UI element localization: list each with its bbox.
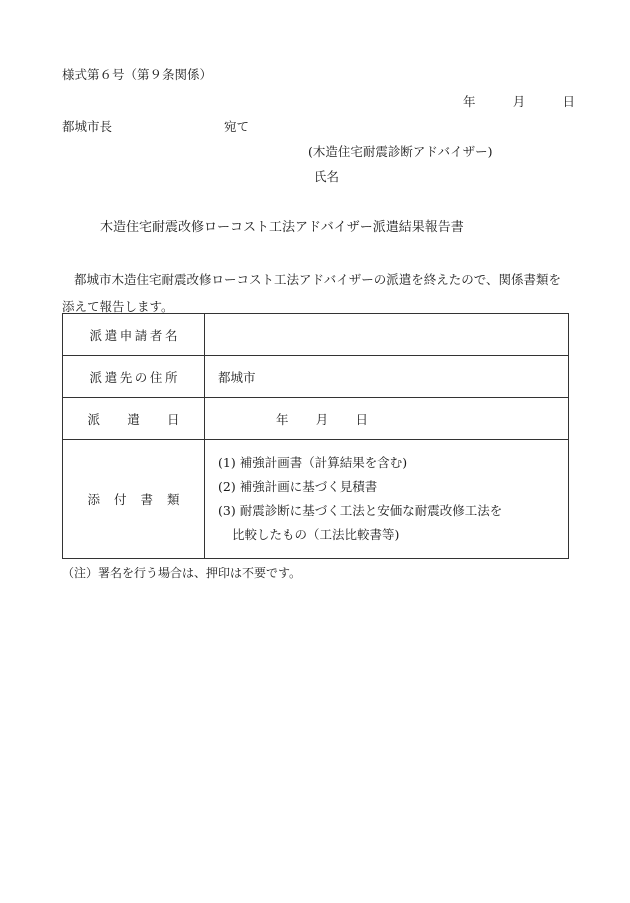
label-char: 先 xyxy=(119,369,133,385)
label-char: 者 xyxy=(149,327,163,343)
label-char: 遣 xyxy=(127,411,140,427)
address-field[interactable]: 都城市 xyxy=(205,356,569,398)
attachments-list xyxy=(218,451,568,547)
attachments-label-chars xyxy=(88,490,180,508)
item-text: 耐震診断に基づく工法と安価な耐震改修工法を xyxy=(239,503,503,518)
report-table xyxy=(62,313,569,559)
label-char: 申 xyxy=(119,327,133,343)
address-label xyxy=(63,356,205,398)
dispatch-date-label xyxy=(63,398,205,440)
label-char: 派 xyxy=(89,369,103,385)
label-char: 類 xyxy=(166,492,180,507)
item-number: (1) xyxy=(218,455,236,470)
dispatch-day-label: 日 xyxy=(355,411,368,427)
table-row xyxy=(63,440,569,559)
item-text: 補強計画書（計算結果を含む) xyxy=(239,455,408,470)
table-row xyxy=(63,398,569,440)
item-number: (3) xyxy=(218,503,236,518)
item-text: 補強計画に基づく見積書 xyxy=(239,479,378,494)
advisor-title: (木造住宅耐震診断アドバイザー) xyxy=(308,144,493,159)
label-char: 派 xyxy=(89,327,103,343)
label-char: 遣 xyxy=(104,327,118,343)
label-char: 派 xyxy=(87,411,101,427)
table-row xyxy=(63,356,569,398)
attachments-label xyxy=(63,440,205,559)
label-char: の xyxy=(134,369,148,385)
label-char: 付 xyxy=(113,492,127,507)
date-day-label: 日 xyxy=(562,94,575,109)
date-month-label: 月 xyxy=(512,94,526,109)
recipient-suffix: 宛て xyxy=(224,119,250,134)
dispatch-date-field[interactable] xyxy=(205,398,569,440)
dispatch-month-label: 月 xyxy=(315,411,329,427)
label-char: 請 xyxy=(134,327,148,343)
body-paragraph xyxy=(62,266,572,320)
submission-date xyxy=(463,96,575,109)
footnote: （注）署名を行う場合は、押印は不要です。 xyxy=(62,566,302,580)
label-char: 所 xyxy=(164,369,178,385)
label-char: 添 xyxy=(87,492,101,507)
date-year-label: 年 xyxy=(463,94,476,109)
applicant-label-chars xyxy=(90,326,178,344)
advisor-name-label: 氏名 xyxy=(314,169,340,184)
label-char: 日 xyxy=(166,411,180,427)
list-item xyxy=(218,451,568,475)
address-label-chars xyxy=(90,368,178,386)
dispatch-date-label-chars xyxy=(88,410,180,428)
list-item xyxy=(218,475,568,499)
label-char: 住 xyxy=(149,369,163,385)
label-char: 書 xyxy=(140,492,153,507)
table-row xyxy=(63,314,569,356)
item-number: (2) xyxy=(218,479,236,494)
applicant-name-label xyxy=(63,314,205,356)
applicant-name-field[interactable] xyxy=(205,314,569,356)
body-text: 都城市木造住宅耐震改修ローコスト工法アドバイザーの派遣を終えたので、関係書類を添えて報告します。 xyxy=(62,272,562,314)
item-text-continued: 比較したもの（工法比較書等) xyxy=(232,527,400,542)
document-title: 木造住宅耐震改修ローコスト工法アドバイザー派遣結果報告書 xyxy=(100,220,464,235)
list-item xyxy=(218,499,568,547)
recipient-name: 都城市長 xyxy=(62,119,113,134)
form-number: 様式第６号（第９条関係） xyxy=(62,67,213,82)
attachments-list-cell xyxy=(205,440,569,559)
dispatch-date-parts xyxy=(276,410,368,428)
dispatch-year-label: 年 xyxy=(276,411,289,427)
label-char: 名 xyxy=(164,327,178,343)
label-char: 遣 xyxy=(104,369,118,385)
